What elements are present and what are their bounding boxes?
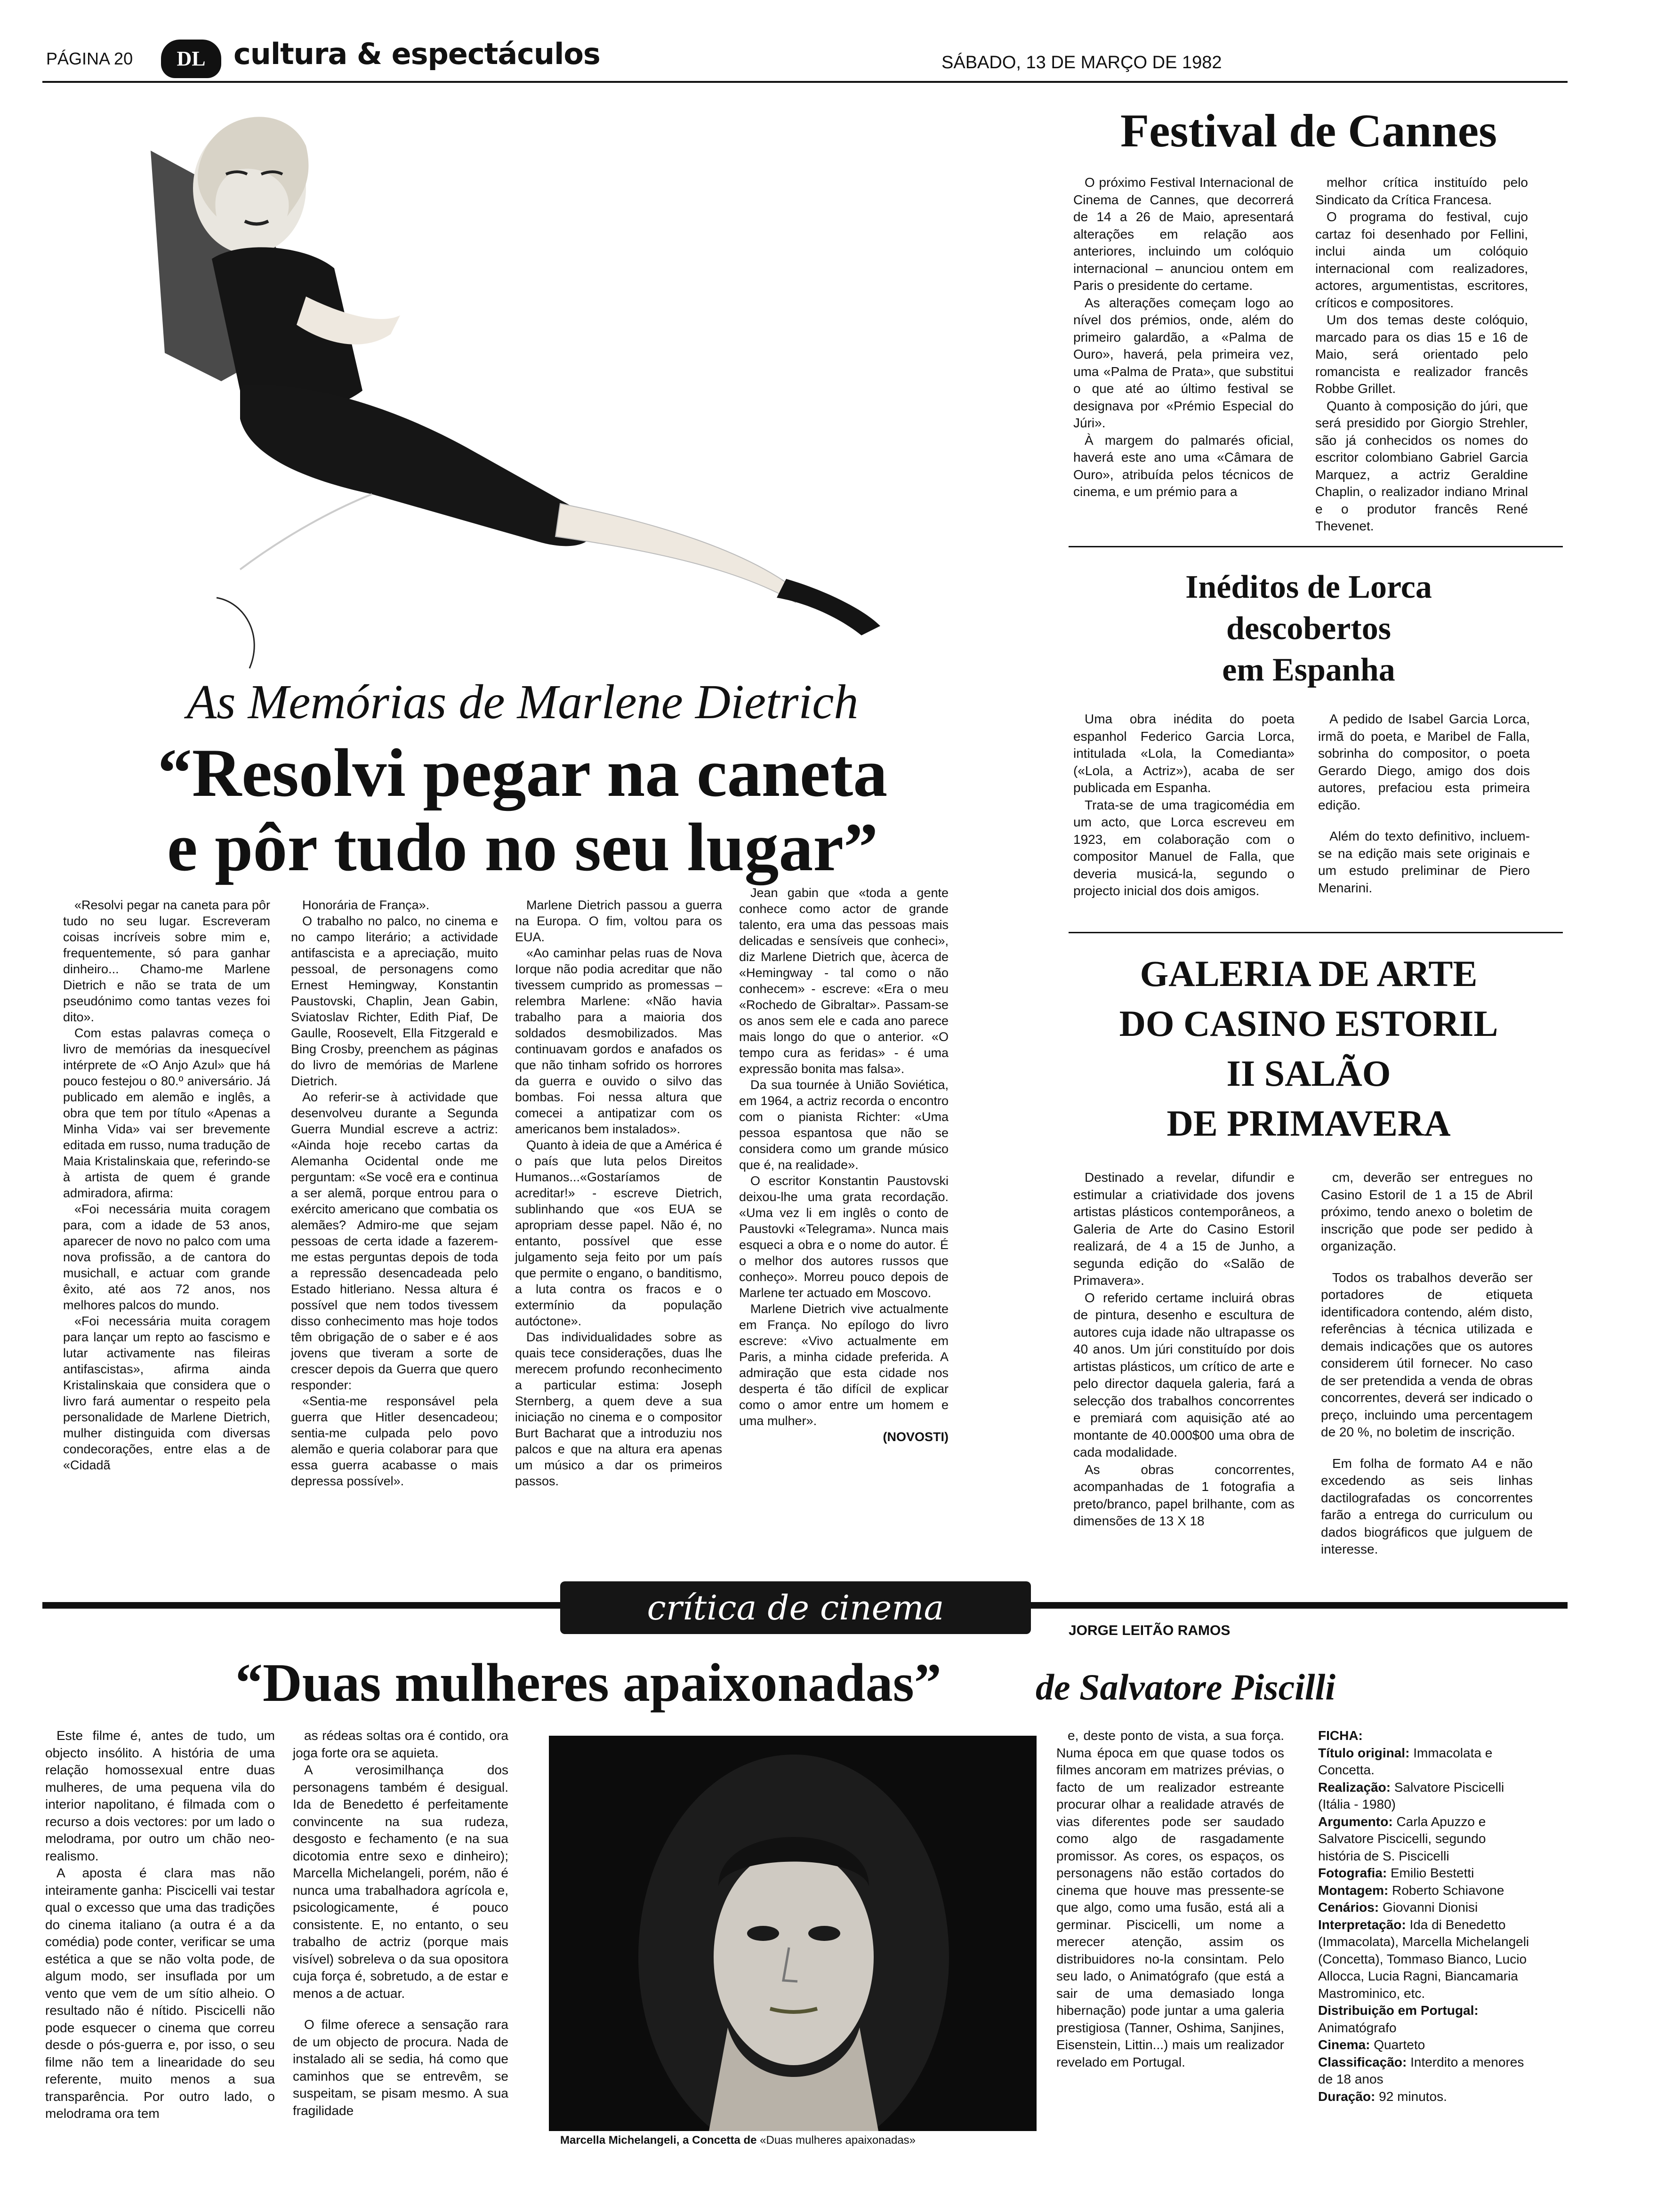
cannes-title: Festival de Cannes: [1120, 104, 1497, 157]
critica-title: “Duas mulheres apaixonadas”: [235, 1653, 941, 1713]
ficha-item: Título original: Immacolata e Concetta.: [1318, 1745, 1493, 1777]
cannes-column-2: melhor crítica instituído pelo Sindicato da Crítica Francesa. O programa do festival, cujo cartaz foi desenhado por Fellini, inclui ainda um colóquio internacional com realizadores, actores, argumentistas, escritores, críticos e compositores. Um dos temas deste colóquio, marcado para os dias 15 e 16 de Maio, será orientado pelo romancista e realizador francês Robbe Grillet. Quanto à composição do júri, que será presidido por Giorgio Strehler, são já conhecidos os nomes do escritor colombiano Gabriel Garcia Marquez, a actriz Geraldine Chaplin, o realizador indiano Mrinal e o produtor francês René Thevenet.: [1315, 175, 1528, 533]
critica-column-2: as rédeas soltas ora é contido, ora joga forte ora se aquieta. A verosimilhança dos personagens também é desigual. Ida de Benedetto é perfeitamente convincente na sua rudeza, desgosto e fechamento (e na sua dicotomia entre sexo e dinheiro); Marcella Michelangeli, porém, não é nunca uma trabalhadora agrícola e, psicologicamente, é pouco consistente. E, no entanto, o seu trabalho de actriz (porque mais visível) sobreleva o da sua opositora cuja força é, sobretudo, a de estar e menos a de actuar. O filme oferece a sensação rara de um objecto de procura. Nada de instalado ali se sedia, há como que caminhos que se entrevêm, se suspeitam, se pisam mesmo. A sua fragilidade: [293, 1728, 508, 2118]
ficha-item: Fotografia: Emilio Bestetti: [1318, 1866, 1474, 1880]
ficha-item: Cenários: Giovanni Dionisi: [1318, 1900, 1478, 1915]
marlene-column-4: Jean gabin que «toda a gente conhece como actor de grande talento, era uma das pessoas mais delicadas e sensíveis que conheci», diz Marlene Dietrich que, àcerca de «Hemingway - tal como o não conhecem» - escreve: «Era o meu «Rochedo de Gibraltar». Passam-se os anos sem ele e cada ano parece mais longo do que o anterior. «O tempo cura as feridas» - é uma expressão bonita mas falsa». Da sua tournée à União Soviética, em 1964, a actriz recorda o encontro com o pianista Richter: «Uma pessoa espantosa que não se considera como um grande músico que é, na realidade». O escritor Konstantin Paustovski deixou-lhe uma grata recordação. «Uma vez li em inglês o conto de Paustovki «Telegrama». Nunca mais esqueci a obra e o nome do autor. É o melhor dos autores russos que conheço». Morreu pouco depois de Marlene ter actuado em Moscovo. Marlene Dietrich vive actualmente em França. No epílogo do livro escreve: «Vivo actualmente em Paris, a minha cidade preferida. A admiração que esta cidade nos desperta é tão difícil de explicar como o amor entre um homem e uma mulher». (NOVOSTI): [739, 886, 949, 1444]
marlene-column-1: «Resolvi pegar na caneta para pôr tudo no seu lugar. Escreveram coisas incríveis sobre mim e, frequentemente, só para ganhar dinheiro... Chamo-me Marlene Dietrich e não se trata de um pseudónimo como tantas vezes foi dito». Com estas palavras começa o livro de memórias da inesquecível intérprete de «O Anjo Azul» que há pouco festejou o 80.º aniversário. Já publicado em alemão e inglês, a obra que tem por título «Apenas a Minha Vida» vai ser brevemente editada em russo, numa tradução de Maia Kristalinskaia que, referindo-se à artista de quem é grande admiradora, afirma: «Foi necessária muita coragem para, com a idade de 53 anos, aparecer de novo no palco com uma nova profissão, a de cantora do musichall, e actuar com grande êxito, até aos 72 anos, nos melhores palcos do mundo. «Foi necessária muita coragem para lançar um repto ao fascismo e lutar activamente nas fileiras antifascistas», afirma ainda Kristalinskaia que considera que o livro fará aumentar o respeito pela personalidade de Marlene Dietrich, mulher distinguida com diversas condecorações, entre elas a de «Cidadã: [63, 898, 270, 1472]
lorca-title-line1: Inéditos de Lorca: [1185, 569, 1432, 605]
masthead-rule: [42, 81, 1568, 83]
critica-column-3: e, deste ponto de vista, a sua força. Numa época em que quase todos os filmes ancoram em matrizes prévias, o facto de um realizador estreante procurar olhar a realidade através de vias diferentes pode ser saudado como algo de rasgadamente promissor. As cores, os espaços, os personagens não estão cortados do cinema que houve mas pressente-se que algo, como uma fusão, está ali a germinar. Piscicelli, um nome a merecer atenção, assim os distribuidores no-la consintam. Pelo seu lado, o Animatógrafo (que está a sair de uma demasiado longa hibernação) pode juntar a uma galeria prestigiosa (Tanner, Oshima, Sanjines, Eisenstein, Littin...) mais um realizador revelado em Portugal.: [1056, 1728, 1284, 2069]
lorca-title-line2: descobertos: [1226, 610, 1391, 647]
lorca-bottom-rule: [1069, 932, 1563, 933]
cannes-column-1: O próximo Festival Internacional de Cinema de Cannes, que decorrerá de 14 a 26 de Maio, apresentará alterações em relação aos anteriores, incluindo um colóquio internacional – anunciou ontem em Paris o presidente do certame. As alterações começam logo ao nível dos prémios, onde, além do primeiro galardão, a «Palma de Ouro», haverá, pela primeira vez, uma «Palma de Prata», que substitui o que até ao último festival se designava por «Prémio Especial do Júri». À margem do palmarés oficial, haverá este ano uma «Câmara de Ouro», atribuída pelos técnicos de cinema, e um prémio para a: [1073, 175, 1294, 499]
marlene-kicker: As Memórias de Marlene Dietrich: [186, 675, 859, 729]
marlene-dietrich-photo: [42, 89, 1031, 682]
critica-banner: crítica de cinema: [560, 1581, 1031, 1634]
galeria-title-line3: II SALÃO: [1226, 1053, 1391, 1094]
ficha-box: [1318, 1727, 1530, 2105]
marlene-headline-line2: e pôr tudo no seu lugar”: [167, 809, 878, 885]
marcella-michelangeli-photo: [549, 1736, 1037, 2131]
lorca-column-2: A pedido de Isabel Garcia Lorca, irmã do poeta, e Maribel de Falla, sobrinha do compositor, o poeta Gerardo Diego, amigo dos dois autores, prefaciou esta primeira edição. Além do texto definitivo, incluem-se na edição mais sete originais e um estudo preliminar de Piero Menarini.: [1318, 712, 1530, 895]
photo-caption: [560, 2134, 916, 2147]
page-number: PÁGINA 20: [46, 49, 133, 68]
ficha-item: Interpretação: Ida di Benedetto (Immacolata), Marcella Michelangeli (Concetta), Tommaso Bianco, Lucio Allocca, Lucia Ragni, Biancamaria Mastrominico, etc.: [1318, 1917, 1529, 2001]
marlene-headline-line1: “Resolvi pegar na caneta: [157, 735, 888, 811]
cannes-bottom-rule: [1069, 546, 1563, 547]
section-logo: DL: [161, 40, 221, 78]
caption-name: Marcella Michelangeli, a Concetta de: [560, 2134, 757, 2147]
ficha-item: Argumento: Carla Apuzzo e Salvatore Piscicelli, segundo história de S. Piscicelli: [1318, 1814, 1486, 1863]
lorca-column-1: Uma obra inédita do poeta espanhol Federico Garcia Lorca, intitulada «Lola, la Comedianta» («Lola, a Actriz»), acaba de ser publicada em Espanha. Trata-se de uma tragicomédia em um acto, que Lorca escreveu em 1923, em colaboração com o compositor Manuel de Falla, que deveria musicá-la, segundo o projecto inicial dos dois amigos.: [1073, 712, 1295, 898]
ficha-item: Cinema: Quarteto: [1318, 2037, 1425, 2052]
ficha-item: Montagem: Roberto Schiavone: [1318, 1883, 1504, 1898]
caption-film: «Duas mulheres apaixonadas»: [760, 2134, 916, 2147]
marlene-credit: (NOVOSTI): [883, 1430, 949, 1444]
marlene-column-2: Honorária de França». O trabalho no palco, no cinema e no campo literário; a actividade antifascista e a apreciação, muito pessoal, de personagens como Ernest Hemingway, Konstantin Paustovski, Chaplin, Jean Gabin, Sviatoslav Richter, Edith Piaf, De Gaulle, Roosevelt, Ella Fitzgerald e Bing Crosby, preenchem as páginas do livro de memórias de Marlene Dietrich. Ao referir-se à actividade que desenvolveu durante a Segunda Guerra Mundial escreve a actriz: «Ainda hoje recebo cartas da Alemanha Ocidental onde me perguntam: «Se você era e continua a ser alemã, porque entrou para o exército americano que combatia os alemães? Admiro-me que sejam pessoas de certa idade a fazerem-me estas perguntas depois de toda a repressão desencadeada pelo Estado hitleriano. Nessa altura é possível que nem todos tivessem disso conhecimento mas hoje todos têm obrigação de o saber e é aos jovens que tiveram a sorte de crescer depois da Guerra que quero responder: «Sentia-me responsável pela guerra que Hitler desencadeou; sentia-me culpada pelo povo alemão e queria colaborar para que essa guerra acabasse o mais depressa possível».: [291, 898, 498, 1488]
ficha-item: Realização: Salvatore Piscicelli (Itália - 1980): [1318, 1779, 1504, 1811]
ficha-heading: FICHA:: [1318, 1728, 1363, 1743]
critica-column-1: Este filme é, antes de tudo, um objecto insólito. A história de uma relação homossexual entre duas mulheres, de uma pequena vila do interior napolitano, é filmada com o recurso a dois vectores: por um lado o melodrama, por outro um chão neo-realismo. A aposta é clara mas não inteiramente ganha: Piscicelli vai testar qual o excesso que uma das tradições do cinema italiano (a outra é a da comédia) pode conter, verificar se uma estética a que se não volta pode, de algum modo, ser insuflada por um vento que vem de um sítio alheio. O resultado não é nítido. Piscicelli não pode esquecer o cinema que correu desde o pós-guerra e, por isso, o seu filme não tem a linearidade do seu referente, muito menos a sua transparência. Por outro lado, o melodrama ora tem: [45, 1728, 275, 2121]
ficha-item: Classificação: Interdito a menores de 18 anos: [1318, 2054, 1524, 2086]
galeria-column-2: cm, deverão ser entregues no Casino Estoril de 1 a 15 de Abril próximo, tendo anexo o boletim de inscrição que pode ser pedido à organização. Todos os trabalhos deverão ser portadores de etiqueta identificadora contendo, além disto, referências à técnica utilizada e demais indicações que os autores considerem útil fornecer. No caso de ser pretendida a venda de obras concorrentes, deverá ser indicado o preço, incluindo uma percentagem de 20 %, no boletim de inscrição. Em folha de formato A4 e não excedendo as seis linhas dactilografadas os concorrentes farão a entrega do curriculum ou dados biográficos que julguem de interesse.: [1321, 1170, 1533, 1556]
galeria-title-line4: DE PRIMAVERA: [1166, 1103, 1451, 1144]
issue-date: SÁBADO, 13 DE MARÇO DE 1982: [941, 53, 1222, 72]
galeria-title-line2: DO CASINO ESTORIL: [1119, 1003, 1498, 1044]
ficha-item: Distribuição em Portugal: Animatógrafo: [1318, 2003, 1479, 2035]
lorca-title-line3: em Espanha: [1222, 652, 1395, 688]
section-title: cultura & espectáculos: [233, 37, 600, 71]
marlene-column-3: Marlene Dietrich passou a guerra na Europa. O fim, voltou para os EUA. «Ao caminhar pelas ruas de Nova Iorque não podia acreditar que não tivessem cumprido as promessas – relembra Marlene: «Não havia trabalho para a maioria dos soldados desmobilizados. Mas continuavam gordos e anafados os que não tinham sofrido os horrores da guerra e ouvido o silvo das bombas. Foi nessa altura que comecei a antipatizar com os americanos bem instalados». Quanto à ideia de que a América é o país que luta pelos Direitos Humanos...«Gostaríamos de acreditar!» - escreve Dietrich, sublinhando que «os EUA se apropriam desse papel. Não é, no entanto, possível que esse julgamento seja feito por um país que permite o engano, o banditismo, a luta contra os fracos e o extermínio da população autóctone». Das individualidades sobre as quais tece considerações, duas lhe merecem profundo reconhecimento a particular estima: Joseph Sternberg, a quem deve a sua iniciação no cinema e o compositor Burt Bacharat que a introduziu nos palcos e que na altura era apenas um músico a dar os primeiros passos.: [515, 898, 722, 1488]
galeria-column-1: Destinado a revelar, difundir e estimular a criatividade dos jovens artistas plásticos contemporâneos, a Galeria de Arte do Casino Estoril realizará, de 4 a 15 de Junho, a segunda edição do «Salão de Primavera». O referido certame incluirá obras de pintura, desenho e escultura de autores cuja idade não ultrapasse os 40 anos. Um júri constituído por dois artistas plásticos, um crítico de arte e pelo director daquela galeria, fará a selecção dos trabalhos concorrentes e premiará com aquisição até ao montante de 40.000$00 uma obra de cada modalidade. As obras concorrentes, acompanhadas de 1 fotografia a preto/branco, papel brilhante, com as dimensões de 13 X 18: [1073, 1170, 1295, 1528]
ficha-item: Duração: 92 minutos.: [1318, 2089, 1447, 2104]
critica-byline: JORGE LEITÃO RAMOS: [1069, 1623, 1231, 1638]
galeria-title-line1: GALERIA DE ARTE: [1140, 953, 1478, 994]
critica-subtitle: de Salvatore Piscilli: [1036, 1667, 1335, 1707]
